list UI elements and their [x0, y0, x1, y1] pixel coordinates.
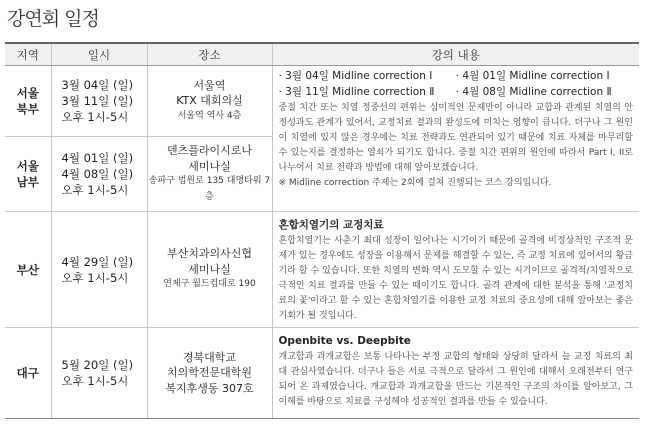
lecture-title: 혼합치열기의 교정치료: [278, 219, 384, 231]
place-cell: [147, 328, 272, 419]
time-text: 오후 1시-5시: [61, 374, 129, 388]
region-name: 북부: [16, 102, 39, 116]
date-text: 4월 01일 (일): [61, 151, 134, 165]
table-row: [5, 328, 639, 419]
time-text: 오후 1시-5시: [61, 183, 129, 197]
header-region: 지역: [5, 43, 51, 66]
region-name: 서울: [16, 86, 39, 100]
date-text: 5월 20일 (일): [61, 358, 134, 372]
place-name: 치의학전문대학원: [166, 366, 252, 380]
table-row: [5, 212, 639, 328]
date-text: 4월 29일 (일): [61, 254, 134, 269]
content-cell: [272, 328, 639, 419]
header-row: [5, 43, 639, 66]
content-cell: [272, 66, 639, 212]
place-name: 복지후생동 307호: [165, 381, 254, 395]
session-item: · 3월 11일 Midline correction Ⅱ: [278, 85, 435, 98]
region-name: 부산: [16, 262, 39, 277]
lecture-description: 혼합치열기는 사춘기 최대 성장이 일어나는 시기이기 때문에 골격에 비정상적인 구조적 문제가 있는 경우에도 성장을 이용해서 문제를 해결할 수 있는, 즉 교정 치료에 있어서의 황금기라 할 수 있습니다. 또한 치열의 변화 역시 도모할 수 있는 시기이므로 골격적/치열적으로 극적인 치료 결과를 만들 수 있는 때이기도 합니다. 골격 관계에 대한 분석을 통해 '교정치료의 꽃'이라고 할 수 있는 혼합치열기를 이용한 교정 치료의 중요성에 대해 알아보는 좋은 기회가 될 것입니다.: [278, 236, 633, 321]
lecture-description: 개교합과 과개교합은 보통 나타나는 부정 교합의 형태와 상당히 달라서 늘 교정 치료의 최대 관심사였습니다. 더구나 들은 서로 극적으로 달라서 그 원인에 대해서 오래전부터 연구되어 온 과제였습니다. 개교합과 과개교합을 만드는 기본적인 구조의 차이를 알아보고, 그 이해를 바탕으로 치료를 구성해야 성공적인 결과를 만들 수 있습니다.: [278, 352, 633, 407]
place-name: 부산치과의사신협: [166, 247, 252, 261]
place-address: 연제구 월드컵대로 190: [163, 279, 256, 290]
place-name: 경북대학교: [182, 350, 237, 364]
date-text: 3월 04일 (일): [61, 78, 134, 92]
page-title: 강연회 일정: [7, 8, 99, 30]
content-cell: [272, 212, 639, 328]
place-name: 세미나실: [188, 262, 231, 276]
time-text: 오후 1시-5시: [61, 110, 129, 124]
region-cell: [5, 212, 51, 328]
header-datetime: 일시: [51, 43, 147, 66]
place-cell: [147, 212, 272, 328]
date-text: 4월 08일 (일): [61, 167, 134, 181]
header-place: 장소: [147, 43, 272, 66]
place-cell: [147, 66, 272, 137]
date-text: 3월 11일 (일): [61, 94, 134, 108]
session-item: · 3월 04일 Midline correction Ⅰ: [278, 70, 433, 82]
region-cell: [5, 66, 51, 137]
region-name: 남부: [16, 175, 39, 189]
lecture-description: 중절 치간 또는 치열 정중선의 편위는 심미적인 문제만이 아니라 교합과 관계된 치열의 안정성과도 관계가 있어서, 교정치료 결과의 완성도에 미치는 영향이 큽니다. 더구나 그 원인이 치열에 있지 않은 경우에는 치료 전략과도 연관되어 있기 때문에 치료 자체를 마무리할 수 있는지를 결정하는 열쇠가 되기도 합니다. 중절 치간 편위의 원인에 따라서 Part I, II로 나누어서 치료 전략과 방법에 대해 알아보겠습니다.: [278, 103, 633, 173]
place-name: KTX 대회의실: [176, 94, 243, 108]
datetime-cell: [51, 328, 147, 419]
table-row: [5, 66, 639, 137]
header-content: 강의 내용: [272, 43, 639, 66]
place-address: 서울역 역사 4층: [177, 110, 242, 121]
time-text: 오후 1시-5시: [61, 270, 129, 285]
session-item: · 4월 08일 Midline correction Ⅱ: [455, 85, 612, 98]
datetime-cell: [51, 66, 147, 137]
lecture-note: ※ Midline correction 주제는 2회에 걸쳐 진행되는 코스 강의입니다.: [278, 178, 552, 188]
schedule-table: [5, 42, 639, 419]
place-name: 세미나실: [188, 159, 231, 173]
region-cell: [5, 328, 51, 419]
region-cell: [5, 137, 51, 212]
region-name: 대구: [16, 366, 39, 380]
datetime-cell: [51, 212, 147, 328]
place-name: 덴츠플라이시로나: [166, 144, 252, 157]
place-cell: [147, 137, 272, 212]
datetime-cell: [51, 137, 147, 212]
session-list: [279, 69, 634, 100]
lecture-title: Openbite vs. Deepbite: [278, 335, 411, 347]
region-name: 서울: [16, 159, 39, 173]
place-name: 서울역: [193, 78, 226, 92]
place-address: 송파구 법원로 135 대명타워 7층: [148, 176, 271, 202]
session-item: · 4월 01일 Midline correction Ⅰ: [455, 70, 610, 82]
